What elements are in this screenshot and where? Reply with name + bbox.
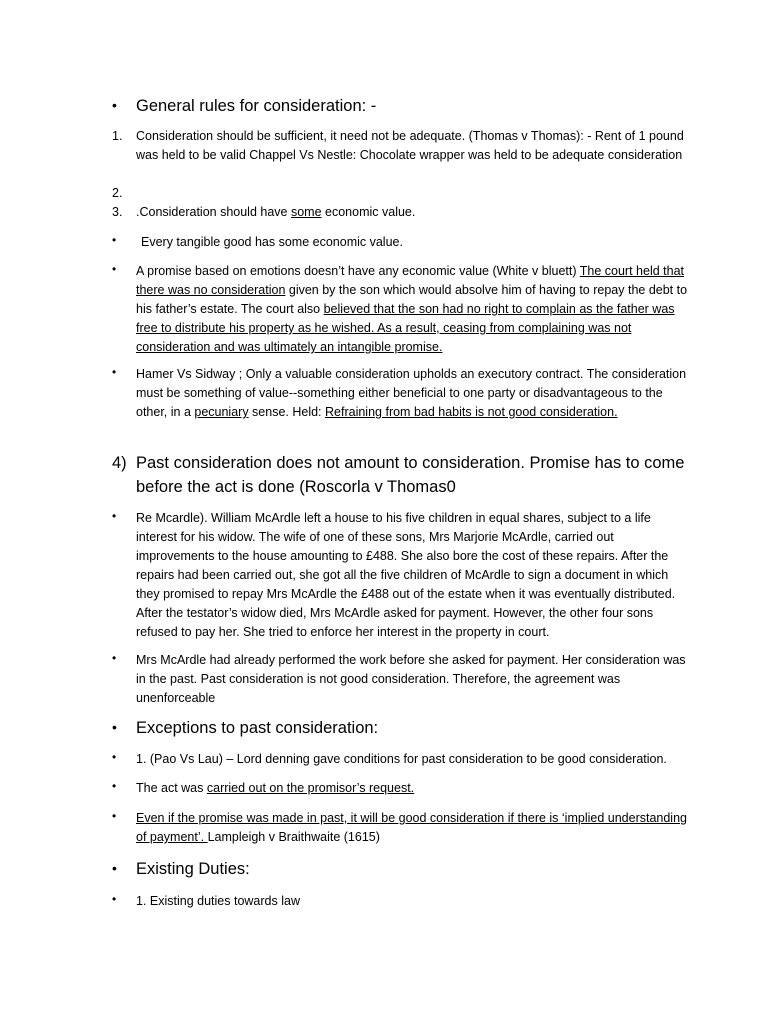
bullet-marker: • (112, 365, 117, 379)
heading-text: Past consideration does not amount to consideration. Promise has to come before the act is done (Roscorla v Thomas0 (136, 454, 685, 496)
underlined-text: some (290, 205, 322, 219)
list-number: 2. (112, 186, 123, 200)
list-item-text (136, 203, 692, 222)
bullet-text: 1. Existing duties towards law (136, 894, 300, 908)
bullet-text (136, 779, 692, 798)
heading-text: Existing Duties: (136, 860, 250, 878)
underlined-text: carried out on the promisor’s request. (206, 781, 415, 795)
bullet-marker: • (112, 809, 117, 823)
bullet-marker: • (112, 779, 117, 793)
text-run: .Consideration should have (136, 205, 291, 219)
underlined-text: Refraining from bad habits is not good consideration. (325, 405, 618, 419)
text-run: given by the son which would absolve him of having to repay the debt to his father’s estate. The court also (136, 283, 688, 316)
bullet-text (136, 365, 692, 422)
text-run: The act was (136, 781, 207, 795)
bullet-text: Re Mcardle). William McArdle left a house to his five children in equal shares, subject to a life interest for his widow. The wife of one of these sons, Mrs Marjorie McArdle, carried out improvements to the house amounting to £488. She also bore the cost of these repairs. After the repairs had been carried out, she got all the five children of McArdle to sign a document in which they promised to repay Mrs McArdle the £488 out of the estate when it was eventually distributed. After the testator’s widow died, Mrs McArdle asked for payment. However, the other four sons refused to pay her. She tried to enforce her interest in the property in court. (136, 511, 676, 639)
bullet-marker: • (112, 860, 117, 876)
text-run: A promise based on emotions doesn’t have any economic value (White v bluett) (136, 264, 580, 278)
bullet-text: 1. (Pao Vs Lau) – Lord denning gave conditions for past consideration to be good consideration. (136, 752, 667, 766)
bullet-marker: • (112, 233, 117, 247)
text-run: economic value. (321, 205, 416, 219)
bullet-text: Mrs McArdle had already performed the work before she asked for payment. Her consideration was in the past. Past consideration is not good consideration. Therefore, the agreement was unenforceable (136, 653, 686, 705)
bullet-marker: • (112, 262, 117, 276)
underlined-text: pecuniary (194, 405, 249, 419)
bullet-marker: • (112, 892, 117, 906)
heading-text: General rules for consideration: - (136, 97, 377, 115)
list-item-text: Consideration should be sufficient, it need not be adequate. (Thomas v Thomas): - Rent of 1 pound was held to be valid Chappel Vs Nestle: Chocolate wrapper was held to be adequate consideration (136, 129, 684, 162)
text-run: Hamer Vs Sidway ; Only a valuable consideration upholds an executory contract. The consideration must be something of value--something either beneficial to one party or disadvantageous to the other, in a (136, 367, 687, 419)
heading-text: Exceptions to past consideration: (136, 719, 379, 737)
list-number: 4) (112, 454, 127, 472)
underlined-text: believed that the son had no right to complain as the father was free to distribute his property as he wished. As a result, ceasing from complaining was not consideration and was ultimately an intangible promise. (136, 302, 675, 354)
list-number: 3. (112, 205, 123, 219)
bullet-text (136, 262, 692, 357)
bullet-text: Every tangible good has some economic value. (141, 235, 403, 249)
bullet-marker: • (112, 719, 117, 735)
text-run: Lampleigh v Braithwaite (1615) (207, 830, 380, 844)
bullet-marker: • (112, 509, 117, 523)
underlined-text: The court held that there was no consideration (136, 264, 684, 297)
text-run: sense. Held: (248, 405, 326, 419)
bullet-marker: • (112, 651, 117, 665)
bullet-marker: • (112, 97, 117, 113)
bullet-marker: • (112, 750, 117, 764)
underlined-text: Even if the promise was made in past, it will be good consideration if there is ‘implied understanding of payment’. (136, 811, 687, 844)
bullet-text (136, 809, 692, 847)
list-number: 1. (112, 129, 123, 143)
